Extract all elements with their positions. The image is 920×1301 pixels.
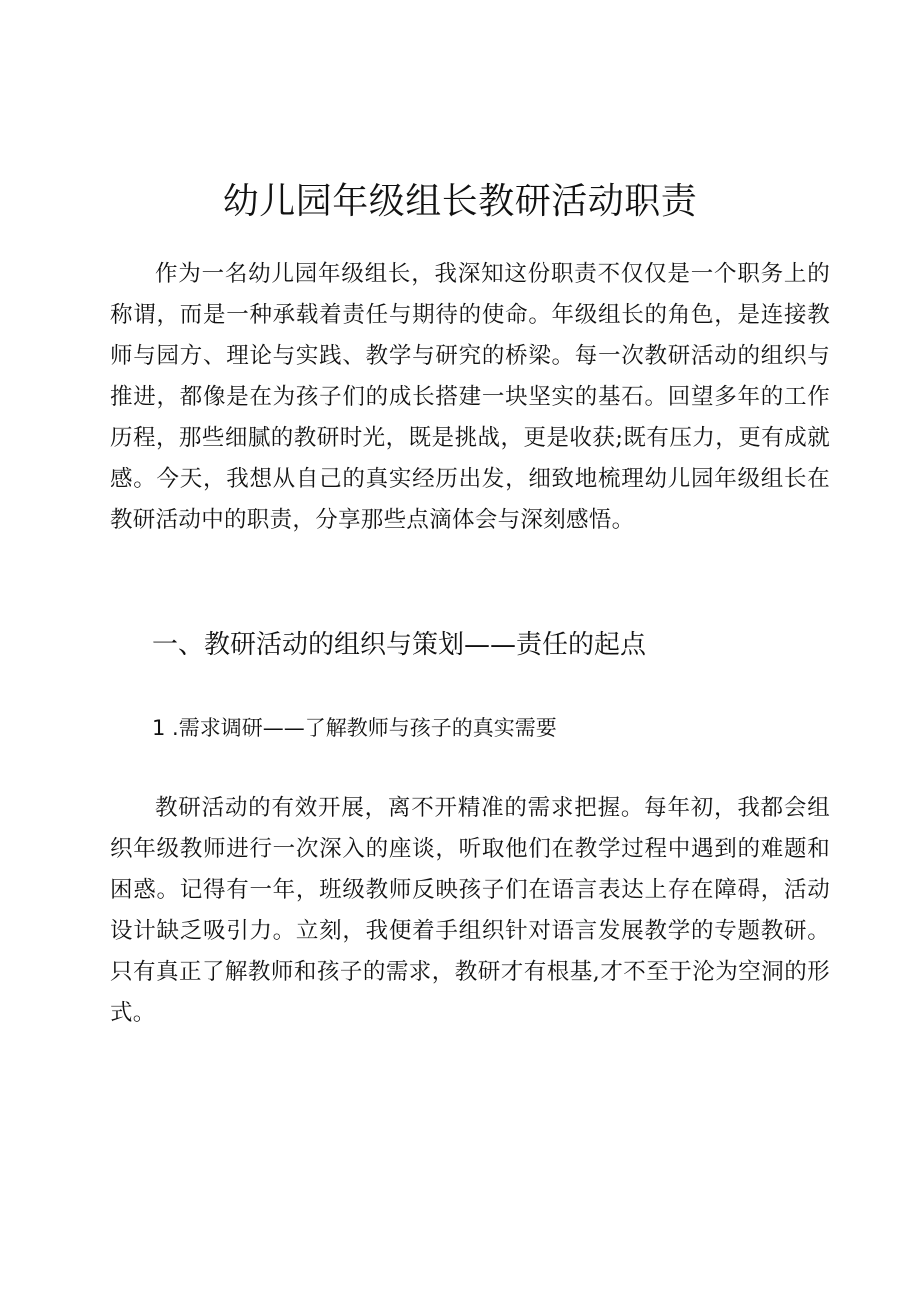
section-heading-1: 一、教研活动的组织与策划——责任的起点 (152, 630, 647, 660)
document-title: 幼儿园年级组长教研活动职责 (222, 181, 698, 222)
subsection-paragraph-1-1: 教研活动的有效开展，离不开精准的需求把握。每年初，我都会组织年级教师进行一次深入的座谈，听取他们在教学过程中遇到的难题和困惑。记得有一年，班级教师反映孩子们在语言表达上存在障碍，活动设计缺乏吸引力。立刻，我便着手组织针对语言发展教学的专题教研。只有真正了解教师和孩子的需求，教研才有根基,才不至于沦为空洞的形式。 (110, 795, 830, 1026)
intro-paragraph: 作为一名幼儿园年级组长，我深知这份职责不仅仅是一个职务上的称谓，而是一种承载着责任与期待的使命。年级组长的角色，是连接教师与园方、理论与实践、教学与研究的桥梁。每一次教研活动的组织与推进，都像是在为孩子们的成长搭建一块坚实的基石。回望多年的工作历程，那些细腻的教研时光，既是挑战，更是收获;既有压力，更有成就感。今天，我想从自己的真实经历出发，细致地梳理幼儿园年级组长在教研活动中的职责，分享那些点滴体会与深刻感悟。 (110, 261, 830, 533)
subsection-heading-1-1: 1 .需求调研——了解教师与孩子的真实需要 (152, 716, 557, 740)
